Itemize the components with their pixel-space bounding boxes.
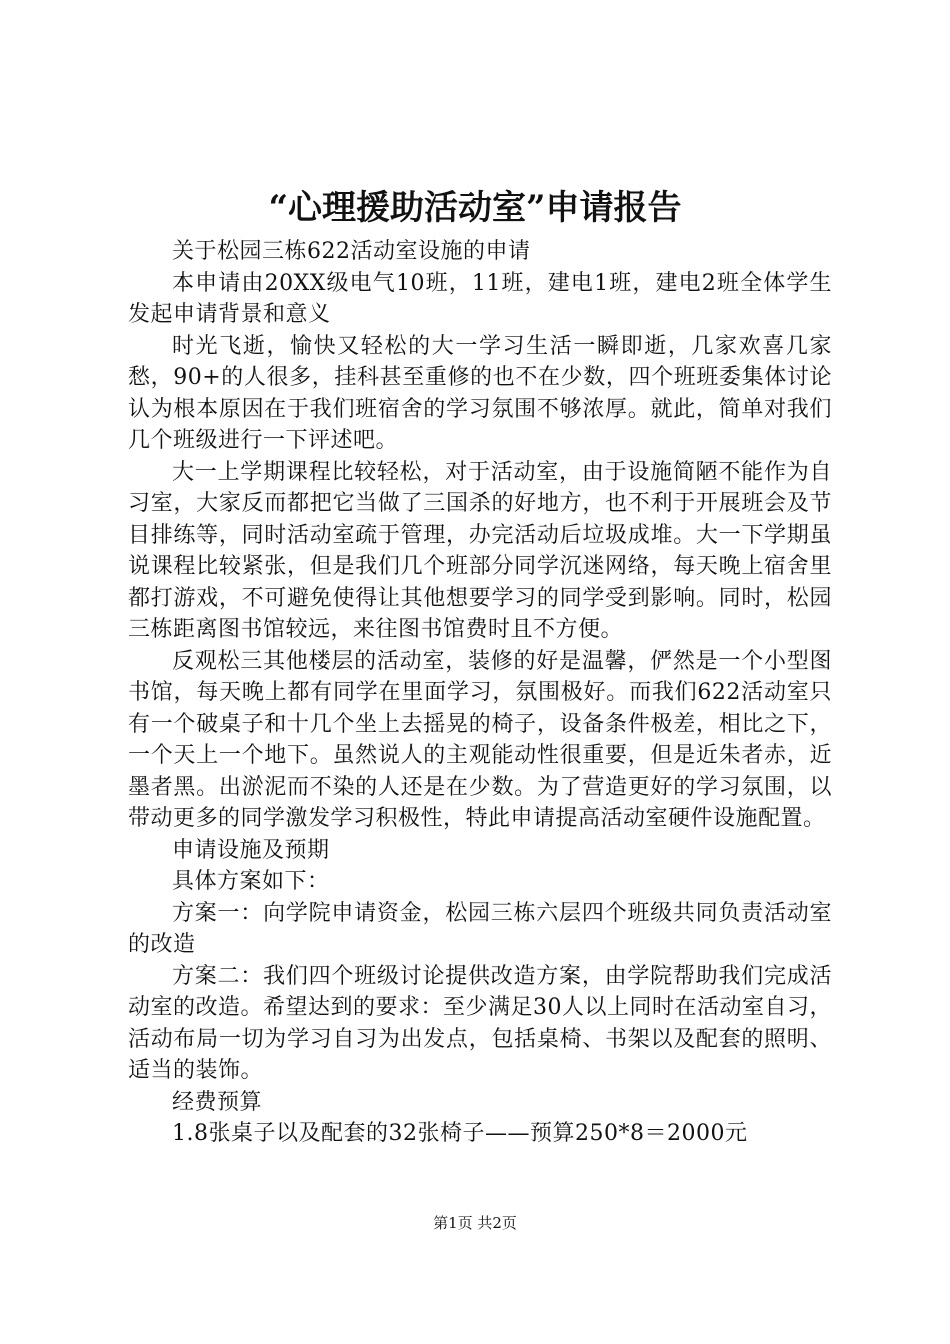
paragraph-applicants: 本申请由20XX级电气10班，11班，建电1班，建电2班全体学生发起申请背景和意义 (128, 270, 832, 327)
document-title: “心理援助活动室”申请报告 (268, 188, 682, 228)
paragraph-background: 时光飞逝，愉快又轻松的大一学习生活一瞬即逝，几家欢喜几家愁，90+的人很多，挂科甚至重修的也不在少数，四个班班委集体讨论认为根本原因在于我们班宿舍的学习氛围不够浓厚。就此，简单对我们几个班级进行一下评述吧。 (128, 333, 832, 453)
paragraph-plan-intro: 具体方案如下： (172, 869, 330, 894)
paragraph-plan-one: 方案一：向学院申请资金，松园三栋六层四个班级共同负责活动室的改造 (128, 900, 832, 957)
paragraph-comparison: 反观松三其他楼层的活动室，装修的好是温馨，俨然是一个小型图书馆，每天晚上都有同学在里面学习，氛围极好。而我们622活动室只有一个破桌子和十几个坐上去摇晃的椅子，设备条件极差，相比之下，一个天上一个地下。虽然说人的主观能动性很重要，但是近朱者赤，近墨者黑。出淤泥而不染的人还是在少数。为了营造更好的学习氛围，以带动更多的同学激发学习积极性，特此申请提高活动室硬件设施配置。 (128, 648, 832, 831)
paragraph-plan-two: 方案二：我们四个班级讨论提供改造方案，由学院帮助我们完成活动室的改造。希望达到的要求：至少满足30人以上同时在活动室自习，活动布局一切为学习自习为出发点，包括桌椅、书架以及配套的照明、适当的装饰。 (128, 963, 832, 1083)
paragraph-current-situation: 大一上学期课程比较轻松，对于活动室，由于设施简陋不能作为自习室，大家反而都把它当做了三国杀的好地方，也不利于开展班会及节目排练等，同时活动室疏于管理，办完活动后垃圾成堆。大一下学期虽说课程比较紧张，但是我们几个班部分同学沉迷网络，每天晚上宿舍里都打游戏，不可避免使得让其他想要学习的同学受到影响。同时，松园三栋距离图书馆较远，来往图书馆费时且不方便。 (128, 459, 832, 642)
page-number-footer: 第1页 共2页 (433, 1214, 517, 1232)
section-heading-facilities: 申请设施及预期 (172, 837, 330, 863)
paragraph-budget-item-1: 1.8张桌子以及配套的32张椅子——预算250*8＝2000元 (172, 1121, 748, 1146)
paragraph-subject: 关于松园三栋622活动室设施的申请 (172, 239, 531, 264)
document-body (128, 236, 832, 1150)
section-heading-budget: 经费预算 (172, 1089, 263, 1115)
